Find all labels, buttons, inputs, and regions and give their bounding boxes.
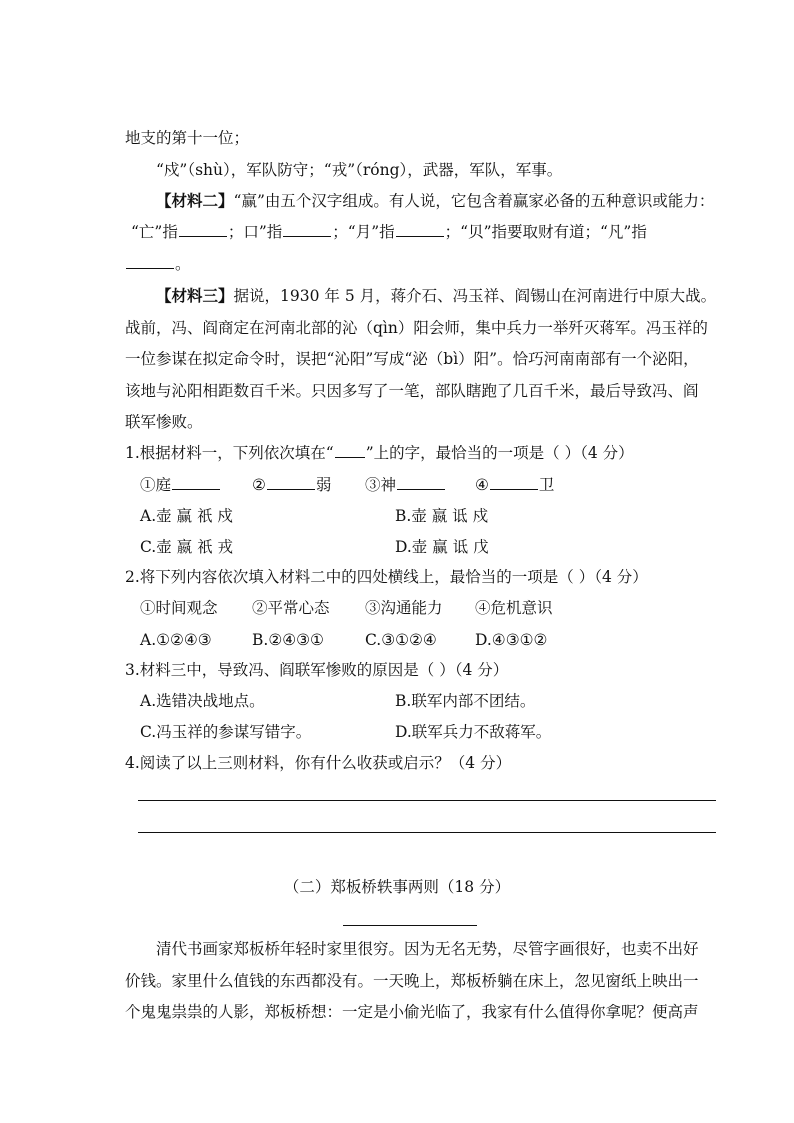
section-title: （二）郑板桥轶事两则（18 分） (283, 878, 511, 896)
text-line: 该地与沁阳相距数百千米。只因多写了一笔，部队瞎跑了几百千米，最后导致冯、阎 (125, 382, 699, 400)
fill-blank (490, 475, 538, 490)
text-span: 。 (175, 255, 191, 273)
text-line: 联军惨败。 (125, 413, 203, 431)
text-line: 战前，冯、阎商定在河南北部的沁（qìn）阳会师，集中兵力一举歼灭蒋军。冯玉祥的 (125, 319, 708, 337)
question-3-stem: 3.材料三中，导致冯、阎联军惨败的原因是（ ）（4 分） (125, 661, 509, 679)
q1-option-c[interactable]: C.壶 嬴 祇 戎 (140, 538, 234, 556)
q3-option-a[interactable]: A.选错决战地点。 (140, 692, 265, 710)
fill-blank (397, 475, 445, 490)
material-two-end-line (125, 254, 725, 274)
title-underline (343, 925, 477, 926)
question-1-stem (125, 443, 725, 463)
q1-item: ② 弱 (252, 476, 332, 494)
q3-option-b[interactable]: B.联军内部不团结。 (395, 692, 536, 710)
question-4-stem: 4.阅读了以上三则材料，你有什么收获或启示？（4 分） (125, 754, 512, 772)
material-two-blanks-line (131, 222, 731, 242)
q2-option-d[interactable]: D.④③①② (475, 631, 548, 649)
text-line: 一位参谋在拟定命令时，误把“沁阳”写成“泌（bì）阳”。恰巧河南南部有一个泌阳， (125, 350, 699, 368)
text-line: 个鬼鬼祟祟的人影，郑板桥想：一定是小偷光临了，我家有什么值得你拿呢？便高声 (125, 1003, 699, 1021)
fill-blank[interactable] (179, 222, 227, 237)
q1-option-b[interactable]: B.壶 嬴 诋 戍 (395, 507, 489, 525)
q2-item: ④危机意识 (475, 599, 553, 617)
question-2-stem: 2.将下列内容依次填入材料二中的四处横线上，最恰当的一项是（ ）（4 分） (125, 568, 648, 586)
material-three-tag: 【材料三】 (156, 286, 234, 305)
text-span: 1.根据材料一，下列依次填在“ (125, 444, 334, 462)
fill-blank (335, 443, 365, 458)
q3-option-c[interactable]: C.冯玉祥的参谋写错字。 (140, 723, 312, 741)
text-line: “戍”（shù），军队防守；“戎”（róng），武器，军队，军事。 (156, 161, 563, 179)
material-three-line (156, 286, 756, 306)
q2-item: ①时间观念 (140, 599, 218, 617)
text-span: “亡”指 (131, 223, 178, 241)
text-line: 地支的第十一位； (125, 129, 250, 147)
text-span: ；“贝”指要取财有道；“凡”指 (444, 223, 647, 241)
q2-option-b[interactable]: B.②④③① (252, 631, 324, 649)
answer-line[interactable] (138, 832, 716, 833)
fill-blank (172, 475, 220, 490)
q2-option-a[interactable]: A.①②④③ (140, 631, 212, 649)
text-line: 价钱。家里什么值钱的东西都没有。一天晚上，郑板桥躺在床上，忽见窗纸上映出一 (125, 972, 699, 990)
text-span: ；“月”指 (332, 223, 395, 241)
q2-item: ③沟通能力 (365, 599, 443, 617)
q1-item: ③神 (365, 475, 446, 495)
q3-option-d[interactable]: D.联军兵力不敌蒋军。 (395, 723, 552, 741)
fill-blank[interactable] (283, 222, 331, 237)
fill-blank (267, 475, 315, 490)
q1-item: ①庭 (140, 475, 221, 495)
q2-option-c[interactable]: C.③①②④ (365, 631, 437, 649)
fill-blank[interactable] (396, 222, 444, 237)
q1-option-a[interactable]: A.壶 赢 祇 戍 (140, 507, 233, 525)
fill-blank[interactable] (126, 254, 174, 269)
material-two-line (156, 191, 756, 211)
text-span: ”上的字，最恰当的一项是（ ）（4 分） (365, 444, 634, 462)
answer-line[interactable] (138, 800, 716, 801)
text-span: 据说，1930 年 5 月，蒋介石、冯玉祥、阎锡山在河南进行中原大战。 (233, 287, 717, 305)
q1-item: ④ 卫 (475, 476, 555, 494)
material-two-tag: 【材料二】 (156, 191, 234, 210)
q1-option-d[interactable]: D.壶 赢 诋 戊 (395, 538, 489, 556)
text-span: ；口”指 (227, 223, 283, 241)
text-line: 清代书画家郑板桥年轻时家里很穷。因为无名无势，尽管字画很好，也卖不出好 (156, 940, 699, 958)
q2-item: ②平常心态 (252, 599, 330, 617)
text-span: “赢”由五个汉字组成。有人说，它包含着赢家必备的五种意识或能力： (233, 192, 715, 210)
